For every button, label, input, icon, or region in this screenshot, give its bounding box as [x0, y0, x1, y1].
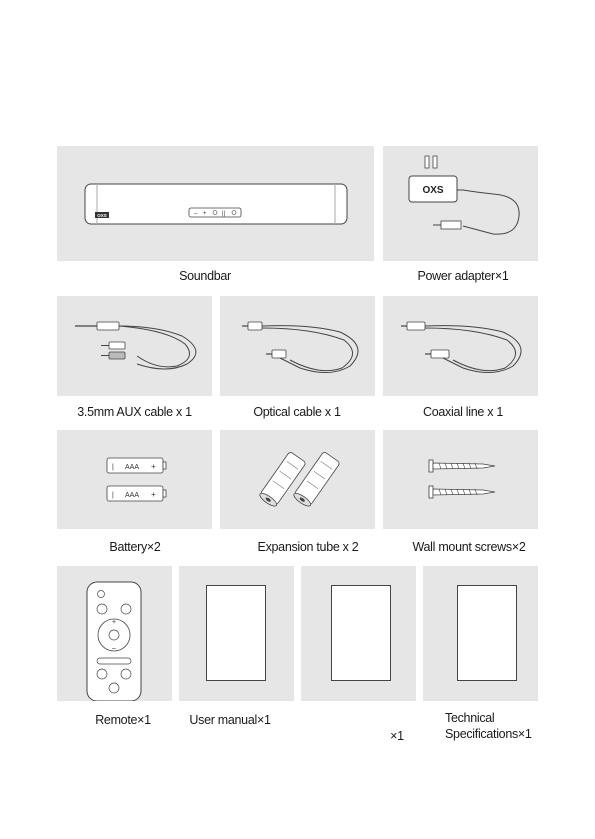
svg-text:||: || [222, 211, 226, 217]
svg-text:–: – [112, 645, 116, 652]
battery-label-1: AAA [125, 464, 140, 471]
aux-cable-label: 3.5mm AUX cable x 1 [77, 405, 192, 419]
remote-label: Remote×1 [95, 713, 151, 727]
battery-icon [57, 430, 212, 529]
document-icon [331, 585, 391, 681]
power-adapter-tile [383, 146, 538, 261]
svg-text:–: – [194, 211, 198, 217]
soundbar-illustration [57, 146, 374, 261]
coaxial-line-tile [383, 296, 538, 396]
optical-cable-label: Optical cable x 1 [253, 405, 341, 419]
optical-cable-tile [220, 296, 375, 396]
third-doc-tile [301, 566, 416, 701]
remote-tile [57, 566, 172, 701]
optical-cable-illustration [220, 296, 375, 396]
coaxial-line-label: Coaxial line x 1 [423, 405, 503, 419]
soundbar-brand: OXS [97, 213, 107, 218]
adapter-brand: OXS [422, 185, 444, 196]
soundbar-tile [57, 146, 374, 261]
svg-text:|: | [112, 492, 114, 499]
soundbar-label: Soundbar [179, 269, 231, 283]
tech-specs-label-line2: Specifications×1 [445, 727, 532, 741]
wall-screws-label: Wall mount screws×2 [412, 540, 526, 554]
svg-text:+: + [111, 619, 117, 626]
wall-screws-tile [383, 430, 538, 529]
user-manual-tile [179, 566, 294, 701]
aux-cable-illustration [57, 296, 212, 396]
svg-text:|: | [112, 464, 114, 471]
power-adapter-illustration [383, 146, 538, 261]
expansion-tube-icon [220, 430, 375, 529]
svg-text:+: + [151, 462, 156, 471]
document-icon [206, 585, 266, 681]
battery-label: Battery×2 [109, 540, 161, 554]
aux-cable-tile [57, 296, 212, 396]
document-icon [457, 585, 517, 681]
battery-tile [57, 430, 212, 529]
svg-text:+: + [203, 211, 207, 217]
battery-label-2: AAA [125, 492, 140, 499]
svg-text:+: + [151, 490, 156, 499]
power-adapter-label: Power adapter×1 [417, 269, 509, 283]
coaxial-cable-illustration [383, 296, 538, 396]
tech-specs-tile [423, 566, 538, 701]
remote-illustration [57, 566, 172, 701]
expansion-tube-label: Expansion tube x 2 [257, 540, 359, 554]
tech-specs-label-line1: Technical [445, 711, 495, 725]
third-doc-label: ×1 [390, 729, 404, 743]
user-manual-label: User manual×1 [189, 713, 271, 727]
screw-icon [383, 430, 538, 529]
expansion-tube-tile [220, 430, 375, 529]
